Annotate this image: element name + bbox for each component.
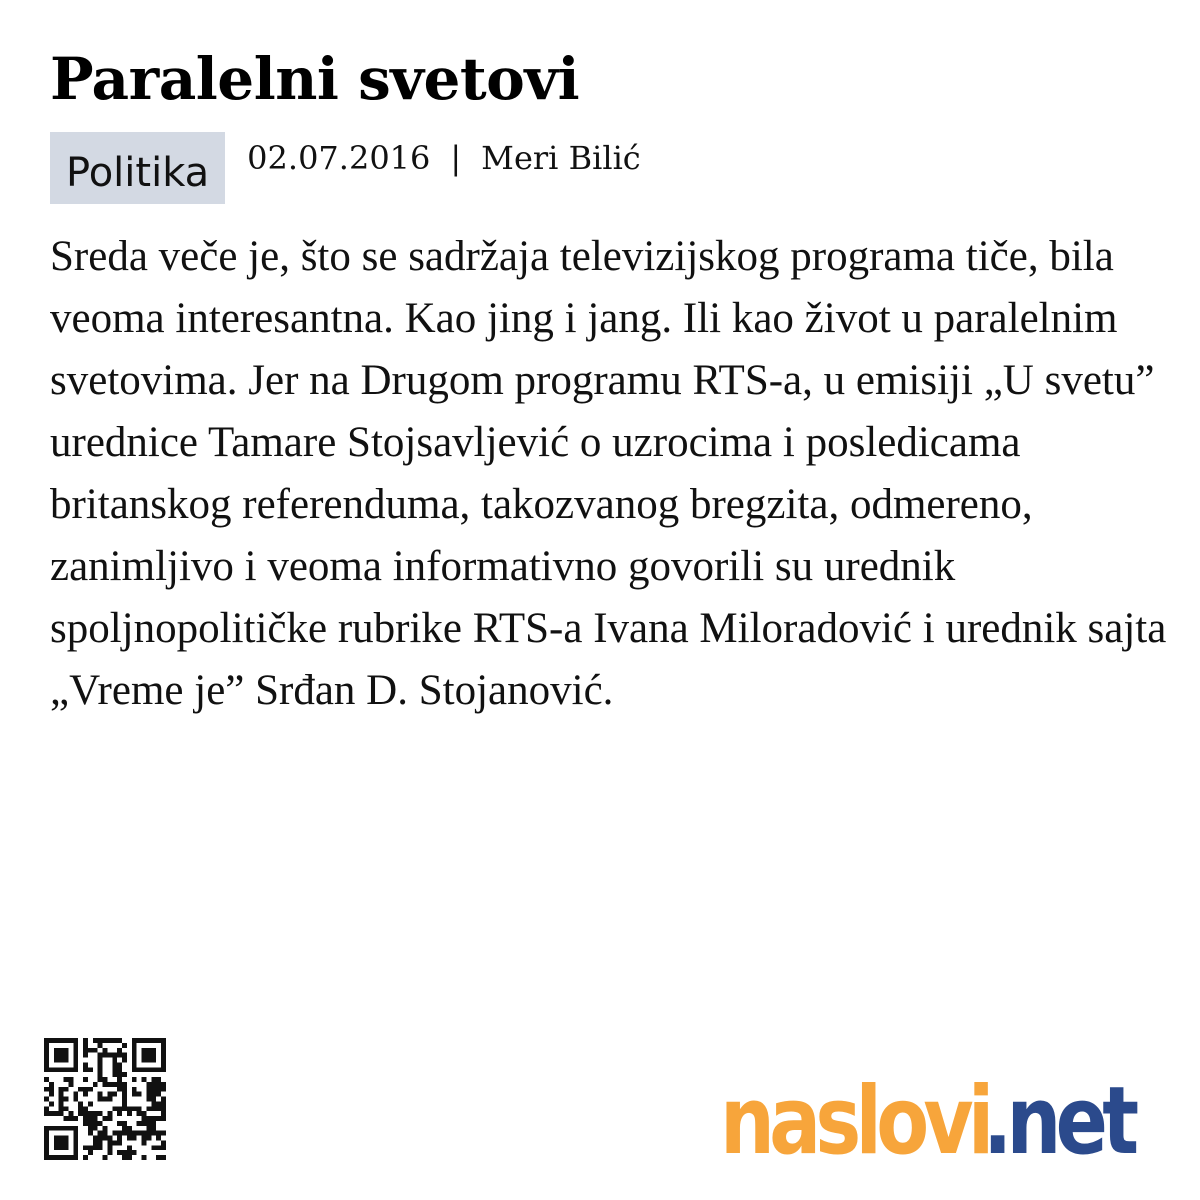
qr-code-icon [44,1038,166,1160]
logo-text-naslovi: naslovi [720,1067,989,1176]
article-date: 02.07.2016 [247,139,431,177]
meta-separator: | [450,139,462,177]
category-badge[interactable]: Politika [50,132,225,204]
logo-text-net: .net [982,1067,1134,1176]
article-title: Paralelni svetovi [50,45,580,113]
article-meta [50,132,1170,204]
article [50,40,1170,722]
site-logo[interactable] [661,1062,1166,1176]
article-author: Meri Bilić [481,139,641,177]
article-body: Sreda veče je, što se sadržaja televizijskog programa tiče, bila veoma interesantna. Kao jing i jang. Ili kao život u paralelnim svetovima. Jer na Drugom programu RTS-a, u emisiji „U svetu” urednice Tamare Stojsavljević o uzrocima i posledicama britanskog referenduma, takozvanog bregzita, odmereno, zanimljivo i veoma informativno govorili su urednik spoljnopolitičke rubrike RTS-a Ivana Miloradović i urednik sajta „Vreme je” Srđan D. Stojanović. [50,233,1167,714]
meta-line [247,139,641,177]
